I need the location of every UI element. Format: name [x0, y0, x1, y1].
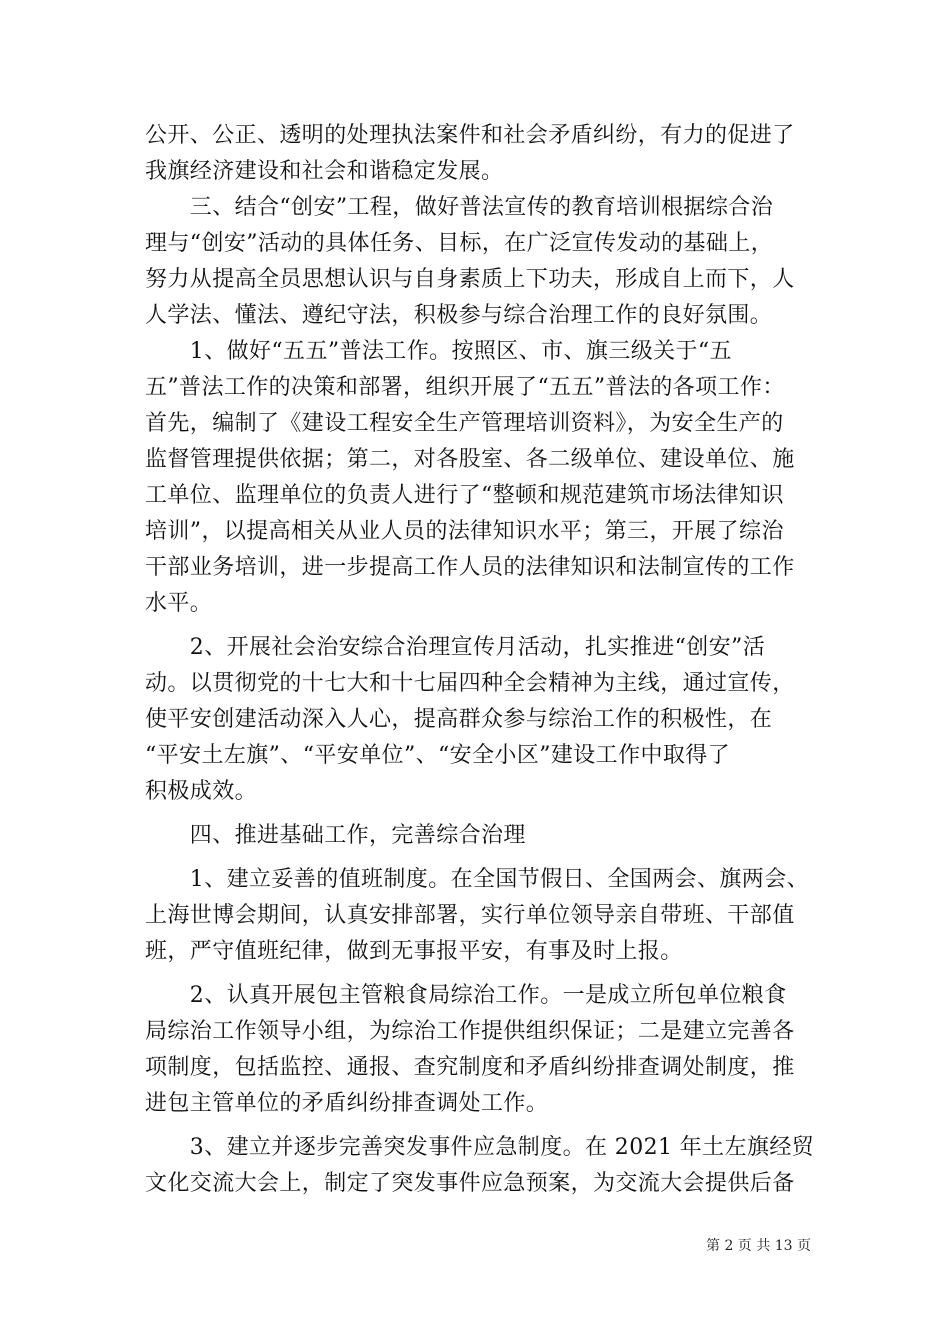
- body-text-line: 2、认真开展包主管粮食局综治工作。一是成立所包单位粮食: [145, 983, 787, 1008]
- body-text-line: 班，严守值班纪律，做到无事报平安，有事及时上报。: [145, 939, 683, 964]
- body-text-line: 三、结合“创安”工程，做好普法宣传的教育培训根据综合治: [145, 195, 774, 220]
- page-number: 第 2 页 共 13 页: [706, 1238, 811, 1254]
- body-text-line: 监督管理提供依据；第二，对各股室、各二级单位、建设单位、施: [145, 447, 795, 472]
- body-text-line: 1、建立妥善的值班制度。在全国节假日、全国两会、旗两会、: [145, 867, 809, 892]
- body-text-line: 首先，编制了《建设工程安全生产管理培训资料》，为安全生产的: [145, 411, 784, 436]
- body-text-line: 培训”，以提高相关从业人员的法律知识水平；第三，开展了综治: [145, 519, 784, 544]
- body-text-line: 理与“创安”活动的具体任务、目标，在广泛宣传发动的基础上，: [145, 231, 774, 256]
- body-text-line: 局综治工作领导小组，为综治工作提供组织保证；二是建立完善各: [145, 1019, 795, 1044]
- body-text-line: 我旗经济建设和社会和谐稳定发展。: [145, 159, 504, 184]
- body-text-line: 上海世博会期间，认真安排部署，实行单位领导亲自带班、干部值: [145, 903, 795, 928]
- body-text-line: 工单位、监理单位的负责人进行了“整顿和规范建筑市场法律知识: [145, 483, 784, 508]
- body-text-line: 2、开展社会治安综合治理宣传月活动，扎实推进“创安”活: [145, 635, 766, 660]
- body-text-line: 水平。: [145, 591, 213, 616]
- body-text-line: 进包主管单位的矛盾纠纷排查调处工作。: [145, 1091, 549, 1116]
- body-text-line: 使平安创建活动深入人心，提高群众参与综治工作的积极性，在: [145, 707, 773, 732]
- body-text-line: 项制度，包括监控、通报、查究制度和矛盾纠纷排查调处制度，推: [145, 1055, 795, 1080]
- body-text-line: 文化交流大会上，制定了突发事件应急预案，为交流大会提供后备: [145, 1171, 795, 1196]
- body-text-line: 3、建立并逐步完善突发事件应急制度。在 2021 年土左旗经贸: [145, 1135, 815, 1160]
- body-text-line: 公开、公正、透明的处理执法案件和社会矛盾纠纷，有力的促进了: [145, 123, 795, 148]
- body-text-line: “平安土左旗”、“平安单位”、“安全小区”建设工作中取得了: [145, 743, 731, 768]
- body-text-line: 1、做好“五五”普法工作。按照区、市、旗三级关于“五: [145, 339, 732, 364]
- body-text-line: 积极成效。: [145, 779, 258, 804]
- body-text-line: 动。以贯彻党的十七大和十七届四种全会精神为主线，通过宣传，: [145, 671, 795, 696]
- body-text-line: 五”普法工作的决策和部署，组织开展了“五五”普法的各项工作：: [145, 375, 785, 400]
- body-text-line: 努力从提高全员思想认识与自身素质上下功夫，形成自上而下，人: [145, 267, 795, 292]
- body-text-line: 干部业务培训，进一步提高工作人员的法律知识和法制宣传的工作: [145, 555, 795, 580]
- body-text-line: 人学法、懂法、遵纪守法，积极参与综合治理工作的良好氛围。: [145, 303, 773, 328]
- section-heading: 四、推进基础工作，完善综合治理: [145, 823, 526, 848]
